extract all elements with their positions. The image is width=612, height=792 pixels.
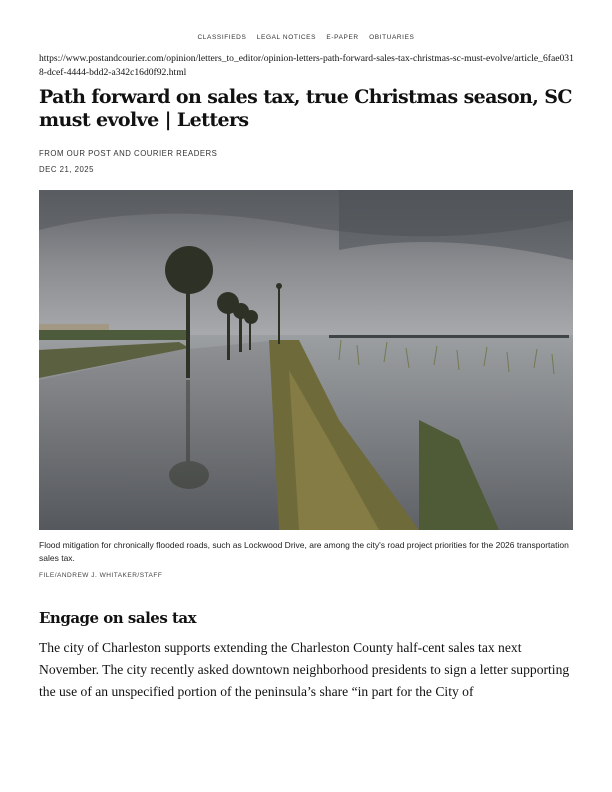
nav-link-e-paper[interactable]: E-PAPER — [326, 34, 359, 41]
article-url[interactable]: https://www.postandcourier.com/opinion/letters_to_editor/opinion-letters-path-forward-sales-tax-christmas-sc-must-evolve/article_6fae0318-dcef-4444-bdd2-a342c16d0f92.html — [39, 53, 574, 78]
flooded-waterfront-photo — [39, 190, 573, 530]
article-date: DEC 21, 2025 — [39, 165, 94, 174]
nav-link-classifieds[interactable]: CLASSIFIEDS — [197, 34, 247, 41]
section-heading: Engage on sales tax — [39, 609, 197, 627]
photo-caption: Flood mitigation for chronically flooded roads, such as Lockwood Drive, are among the city's road project priorities for the 2026 transportation sales tax. — [39, 540, 569, 563]
nav-link-obituaries[interactable]: OBITUARIES — [369, 34, 415, 41]
article-title: Path forward on sales tax, true Christmas season, SC must evolve | Letters — [39, 86, 572, 131]
photo-credit: FILE/ANDREW J. WHITAKER/STAFF — [39, 572, 163, 579]
article-byline: FROM OUR POST AND COURIER READERS — [39, 149, 218, 158]
top-navigation — [0, 34, 612, 41]
article-paragraph: The city of Charleston supports extending the Charleston County half-cent sales tax next November. The city recently asked downtown neighborhood presidents to sign a letter supporting the use of an unspecified portion of the peninsula’s share “in part for the City of — [39, 640, 570, 699]
article-photo — [39, 190, 573, 530]
nav-link-legal-notices[interactable]: LEGAL NOTICES — [256, 34, 317, 41]
